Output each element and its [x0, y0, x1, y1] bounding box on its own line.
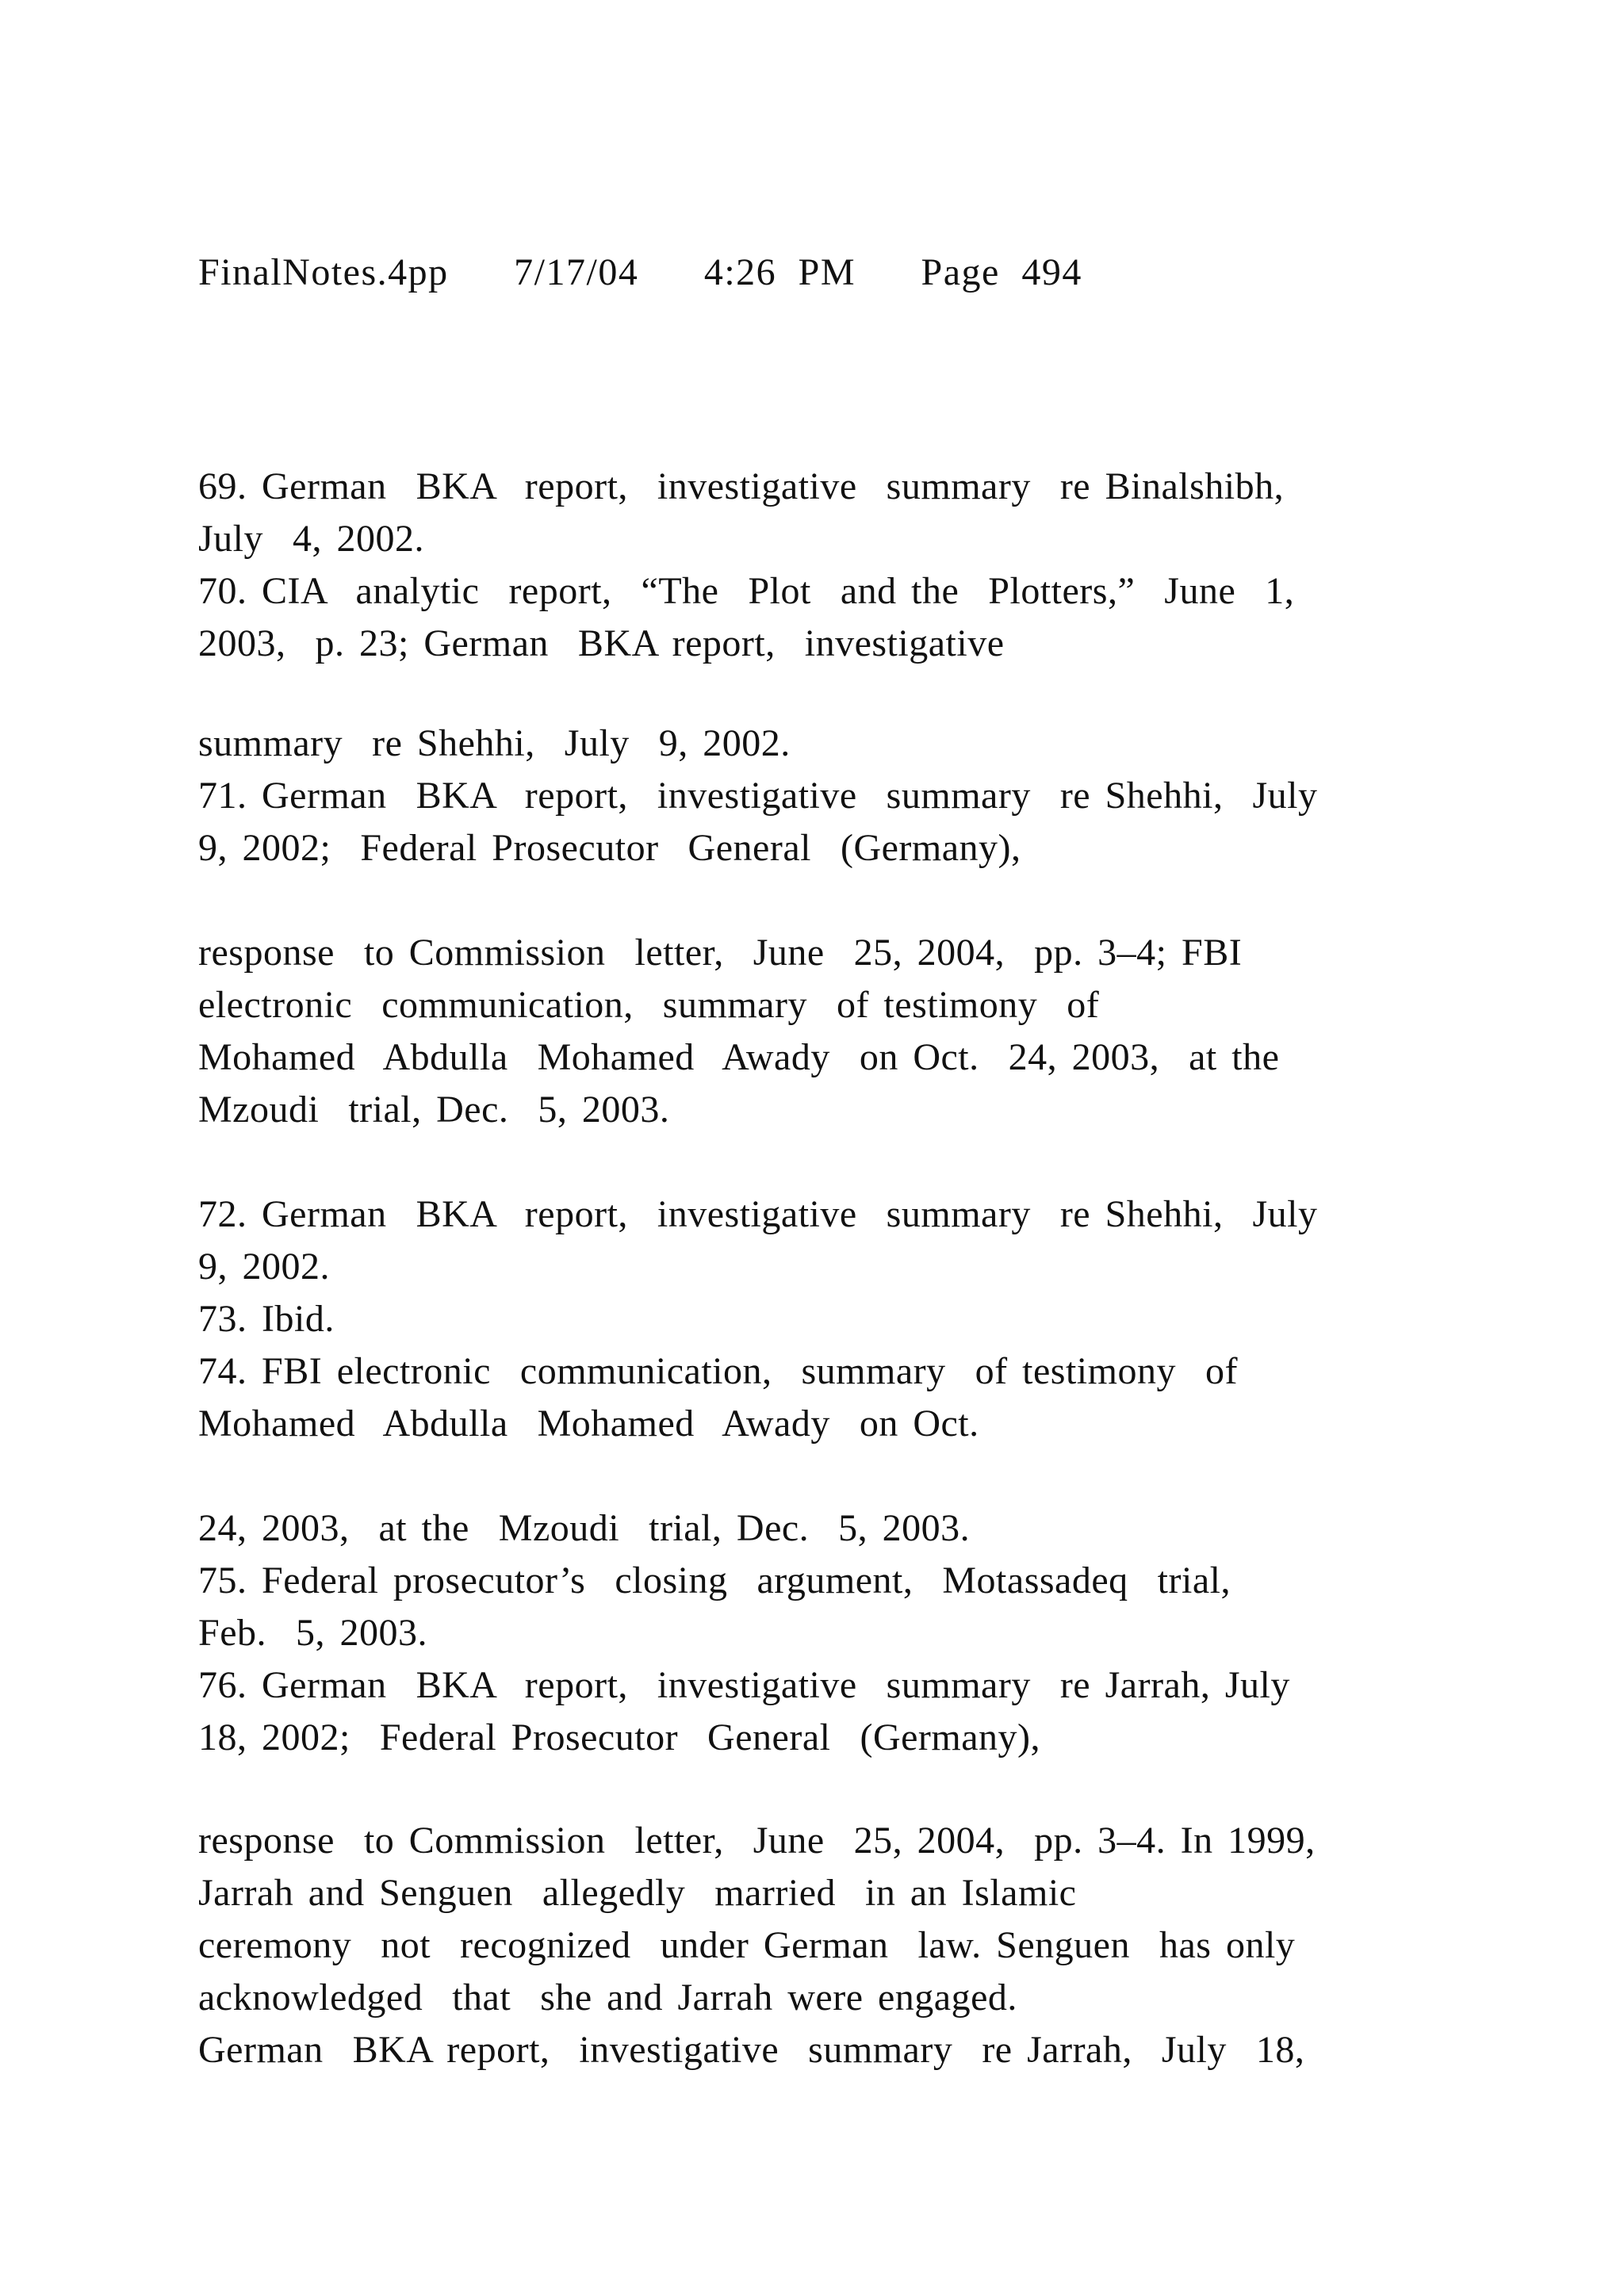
note-line: 76. German BKA report, investigative summary re Jarrah, July: [198, 1664, 1290, 1706]
note-line: Mohamed Abdulla Mohamed Awady on Oct.: [198, 1402, 979, 1445]
note-line: Mohamed Abdulla Mohamed Awady on Oct. 24, 2003, at the: [198, 1036, 1280, 1078]
page-header: FinalNotes.4pp 7/17/04 4:26 PM Page 494: [198, 251, 1082, 293]
note-line: ceremony not recognized under German law. Senguen has only: [198, 1924, 1296, 1966]
note-line: 69. German BKA report, investigative summary re Binalshibh,: [198, 465, 1285, 507]
note-line: Jarrah and Senguen allegedly married in an Islamic: [198, 1872, 1077, 1914]
note-line: 70. CIA analytic report, “The Plot and the Plotters,” June 1,: [198, 570, 1295, 612]
note-line: 18, 2002; Federal Prosecutor General (Germany),: [198, 1716, 1041, 1758]
note-line: July 4, 2002.: [198, 518, 425, 560]
note-line: 74. FBI electronic communication, summary of testimony of: [198, 1350, 1238, 1392]
note-line: 73. Ibid.: [198, 1298, 335, 1340]
note-line: Feb. 5, 2003.: [198, 1612, 427, 1654]
note-line: acknowledged that she and Jarrah were engaged.: [198, 1976, 1017, 2019]
note-line: 75. Federal prosecutor’s closing argument, Motassadeq trial,: [198, 1559, 1231, 1601]
note-line: German BKA report, investigative summary re Jarrah, July 18,: [198, 2029, 1305, 2071]
note-line: 9, 2002.: [198, 1246, 330, 1288]
note-line: 24, 2003, at the Mzoudi trial, Dec. 5, 2003.: [198, 1507, 971, 1549]
note-line: electronic communication, summary of testimony of: [198, 984, 1100, 1026]
note-line: Mzoudi trial, Dec. 5, 2003.: [198, 1089, 670, 1131]
note-line: 71. German BKA report, investigative summary re Shehhi, July: [198, 775, 1318, 817]
note-line: response to Commission letter, June 25, 2004, pp. 3–4; FBI: [198, 932, 1243, 974]
note-line: response to Commission letter, June 25, 2004, pp. 3–4. In 1999,: [198, 1820, 1316, 1862]
note-line: 2003, p. 23; German BKA report, investigative: [198, 622, 1005, 664]
note-line: summary re Shehhi, July 9, 2002.: [198, 722, 791, 764]
note-line: 72. German BKA report, investigative summary re Shehhi, July: [198, 1193, 1318, 1235]
note-line: 9, 2002; Federal Prosecutor General (Germany),: [198, 827, 1021, 869]
